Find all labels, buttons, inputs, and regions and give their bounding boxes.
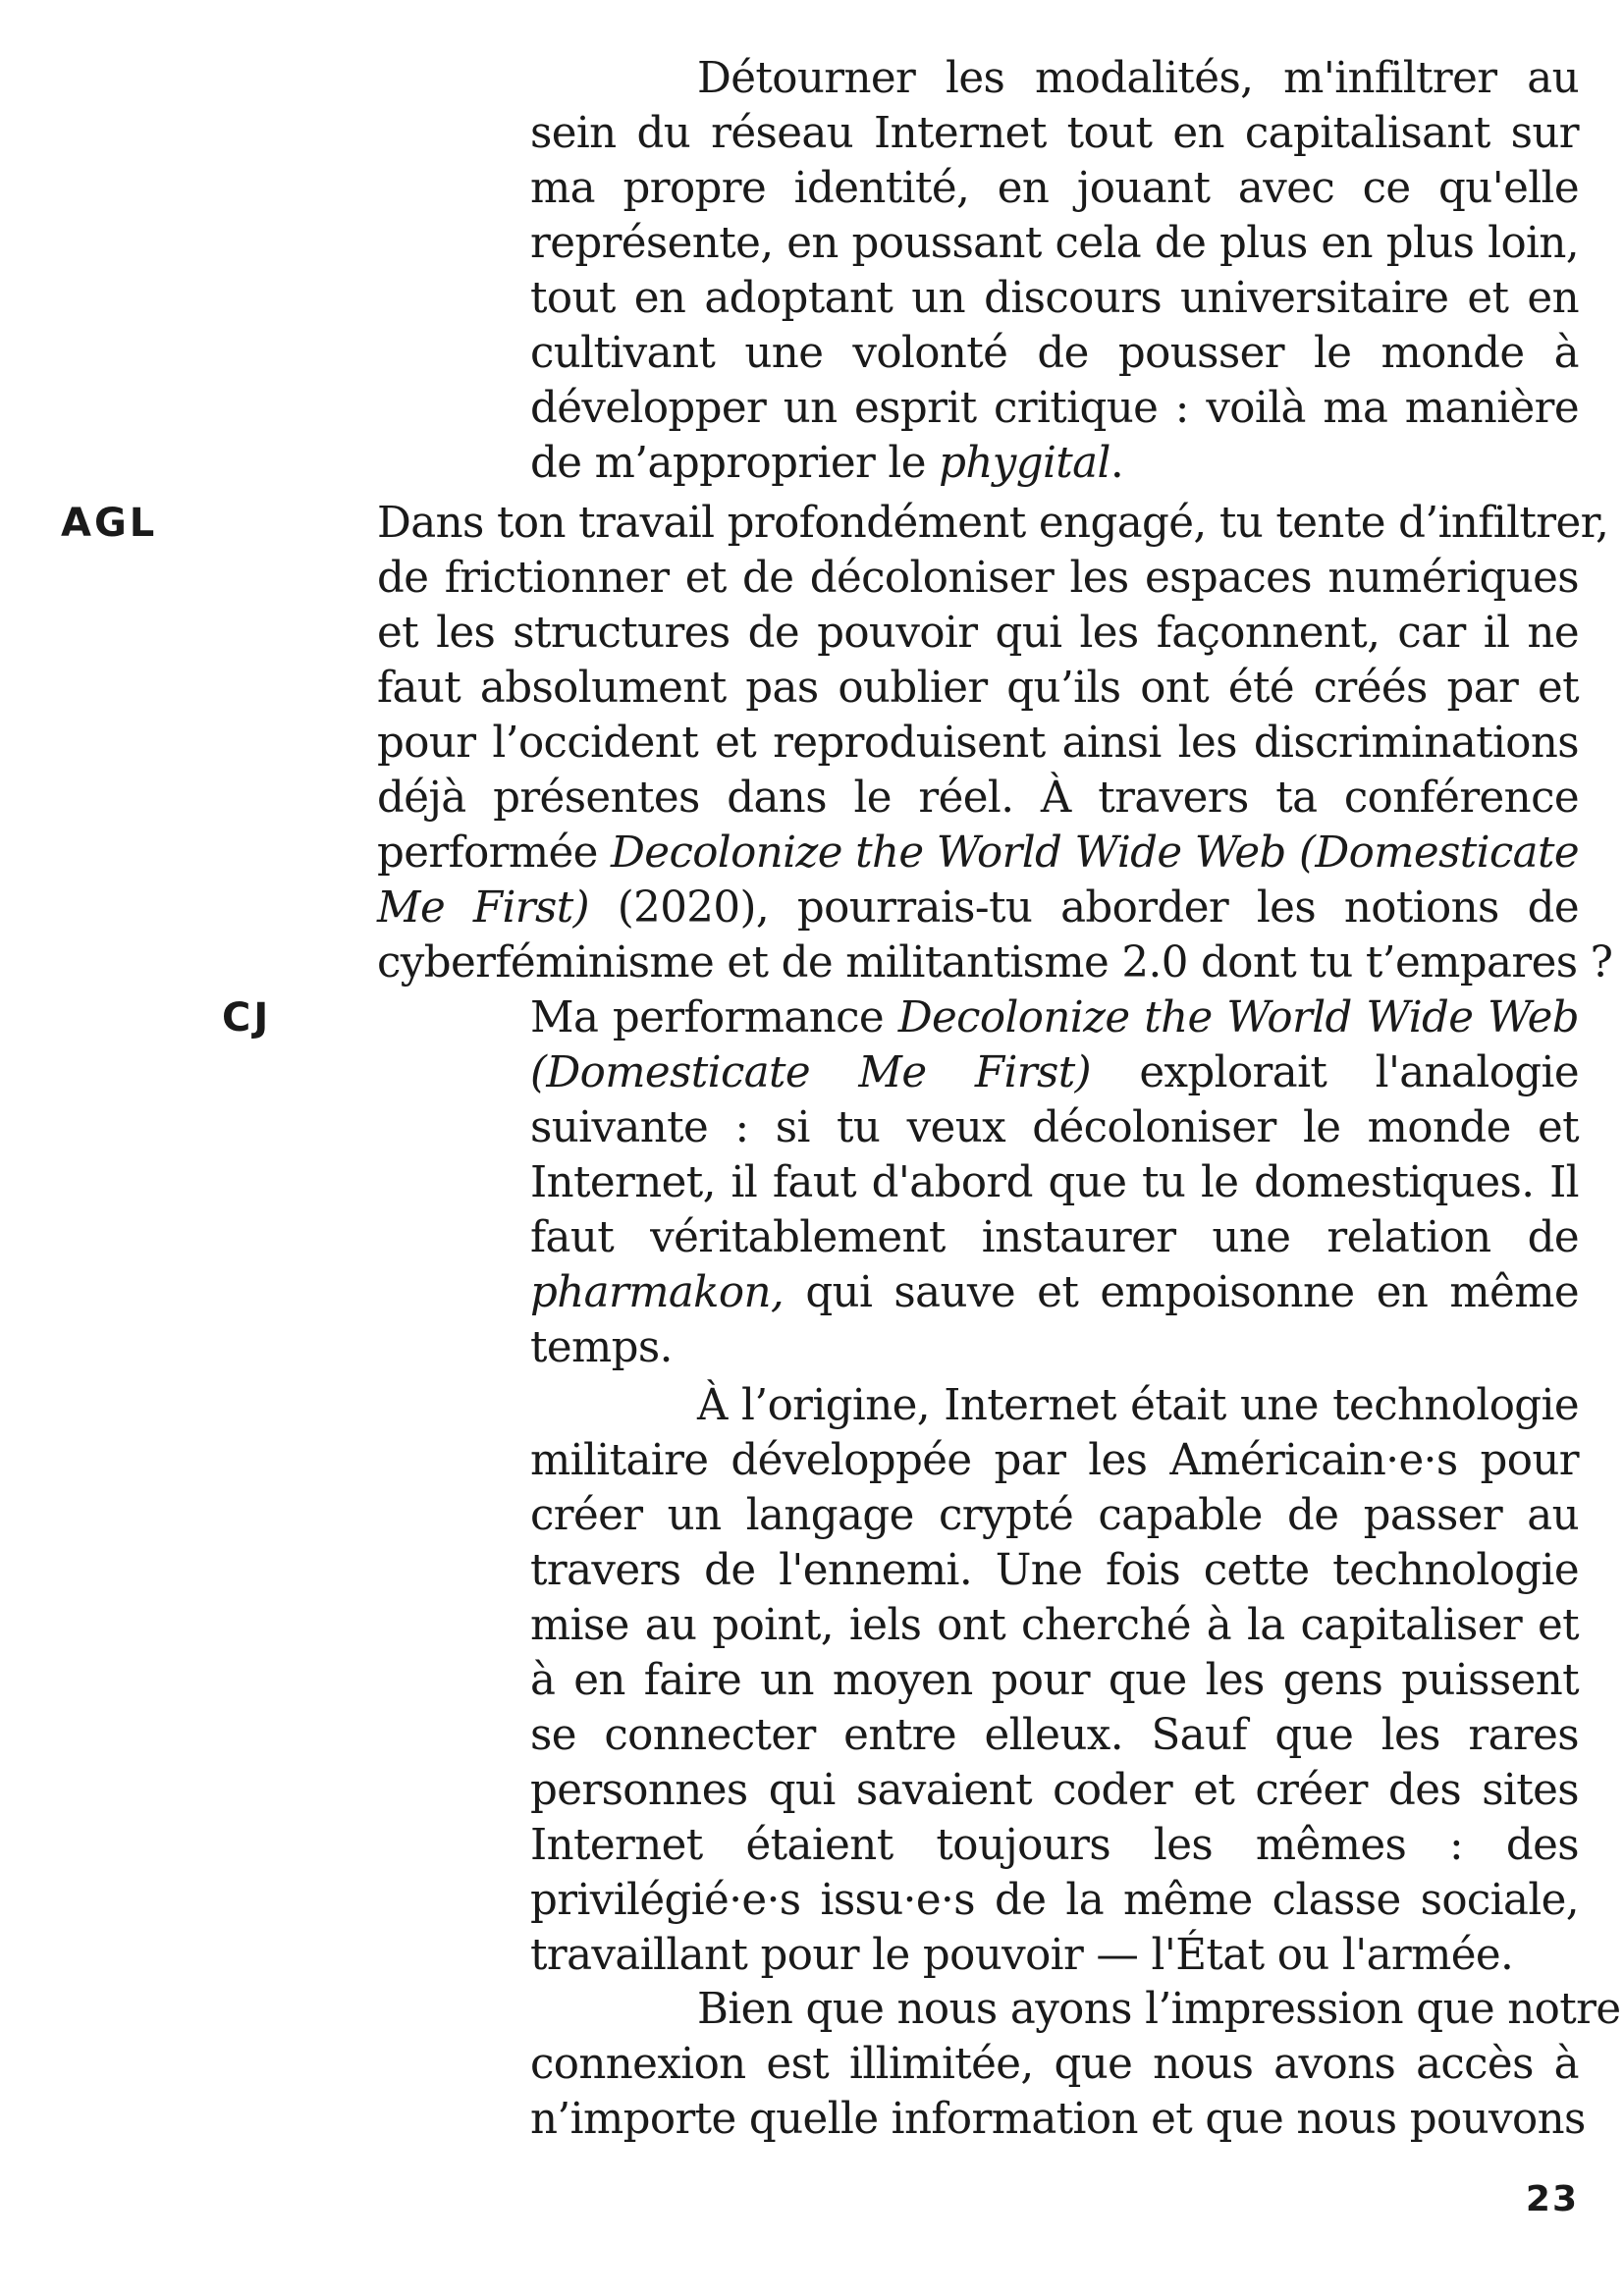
italic-title: Me First) xyxy=(377,883,589,933)
text-line: se connecter entre elleux. Sauf que les rares xyxy=(530,1711,1579,1760)
text-line: tout en adoptant un discours universitaire et en xyxy=(530,274,1579,323)
text-line: suivante : si tu veux décoloniser le monde et xyxy=(530,1103,1579,1152)
text-line xyxy=(377,881,1579,935)
text-line xyxy=(530,1265,1579,1320)
text-line: Internet étaient toujours les mêmes : des xyxy=(530,1821,1579,1870)
text-run: Ma performance xyxy=(530,993,898,1042)
text-line: privilégié·e·s issu·e·s de la même classe sociale, xyxy=(530,1876,1579,1925)
text-line: temps. xyxy=(530,1323,673,1372)
text-line: Dans ton travail profondément engagé, tu tente d’infiltrer, xyxy=(377,499,1609,548)
text-line: Internet, il faut d'abord que tu le domestiques. Il xyxy=(530,1158,1579,1207)
text-line: pour l’occident et reproduisent ainsi les discriminations xyxy=(377,719,1579,768)
text-run: . xyxy=(1110,439,1124,488)
text-line: Détourner les modalités, m'infiltrer au xyxy=(697,54,1579,103)
text-line xyxy=(530,990,1579,1045)
text-line xyxy=(530,1045,1579,1100)
text-run: (2020), pourrais-tu aborder les notions de xyxy=(588,883,1579,933)
text-line: sein du réseau Internet tout en capitalisant sur xyxy=(530,109,1579,158)
text-line: connexion est illimitée, que nous avons accès à xyxy=(530,2040,1579,2089)
text-line: développer un esprit critique : voilà ma manière xyxy=(530,384,1579,433)
text-line: travaillant pour le pouvoir — l'État ou l'armée. xyxy=(530,1931,1514,1980)
paragraph-5 xyxy=(530,1982,1621,2147)
text-line: Bien que nous ayons l’impression que notre xyxy=(697,1985,1621,2034)
text-line: déjà présentes dans le réel. À travers ta conférence xyxy=(377,774,1579,823)
italic-title: (Domesticate Me First) xyxy=(530,1048,1091,1097)
text-line: faut véritablement instaurer une relation de xyxy=(530,1213,1579,1262)
text-line xyxy=(530,436,1579,491)
text-line: et les structures de pouvoir qui les façonnent, car il ne xyxy=(377,609,1579,658)
paragraph-4 xyxy=(530,1378,1579,1983)
text-line: à en faire un moyen pour que les gens puissent xyxy=(530,1656,1579,1705)
text-line: cultivant une volonté de pousser le monde à xyxy=(530,329,1579,378)
text-run: de m’approprier le xyxy=(530,439,940,488)
text-line: mise au point, iels ont cherché à la capitaliser et xyxy=(530,1601,1579,1650)
text-line: ma propre identité, en jouant avec ce qu'elle xyxy=(530,164,1579,213)
text-line: n’importe quelle information et que nous pouvons xyxy=(530,2095,1586,2144)
paragraph-1 xyxy=(530,51,1579,491)
page-number: 23 xyxy=(1525,2179,1579,2219)
text-line: de frictionner et de décoloniser les espaces numériques xyxy=(377,554,1579,603)
text-run: qui sauve et empoisonne en même xyxy=(784,1268,1579,1317)
speaker-label-agl: AGL xyxy=(61,501,158,546)
italic-title: Decolonize the World Wide Web (Domesticate xyxy=(611,828,1580,878)
text-line: militaire développée par les Américain·e·s pour xyxy=(530,1436,1579,1485)
text-line xyxy=(377,826,1579,881)
paragraph-3-answer xyxy=(530,990,1579,1375)
text-line: personnes qui savaient coder et créer des sites xyxy=(530,1766,1579,1815)
text-line: cyberféminisme et de militantisme 2.0 dont tu t’empares ? xyxy=(377,938,1613,988)
text-run: explorait l'analogie xyxy=(1090,1048,1579,1097)
speaker-label-cj: CJ xyxy=(222,995,272,1041)
text-run: performée xyxy=(377,828,612,878)
text-line: représente, en poussant cela de plus en plus loin, xyxy=(530,219,1579,268)
text-line: travers de l'ennemi. Une fois cette technologie xyxy=(530,1546,1579,1595)
paragraph-2-question xyxy=(377,496,1613,990)
italic-term: pharmakon, xyxy=(530,1268,785,1317)
text-line: À l’origine, Internet était une technologie xyxy=(697,1381,1579,1430)
italic-title: Decolonize the World Wide Web xyxy=(897,993,1579,1042)
text-line: faut absolument pas oublier qu’ils ont été créés par et xyxy=(377,664,1579,713)
text-line: créer un langage crypté capable de passer au xyxy=(530,1491,1579,1540)
italic-term: phygital xyxy=(939,439,1110,488)
